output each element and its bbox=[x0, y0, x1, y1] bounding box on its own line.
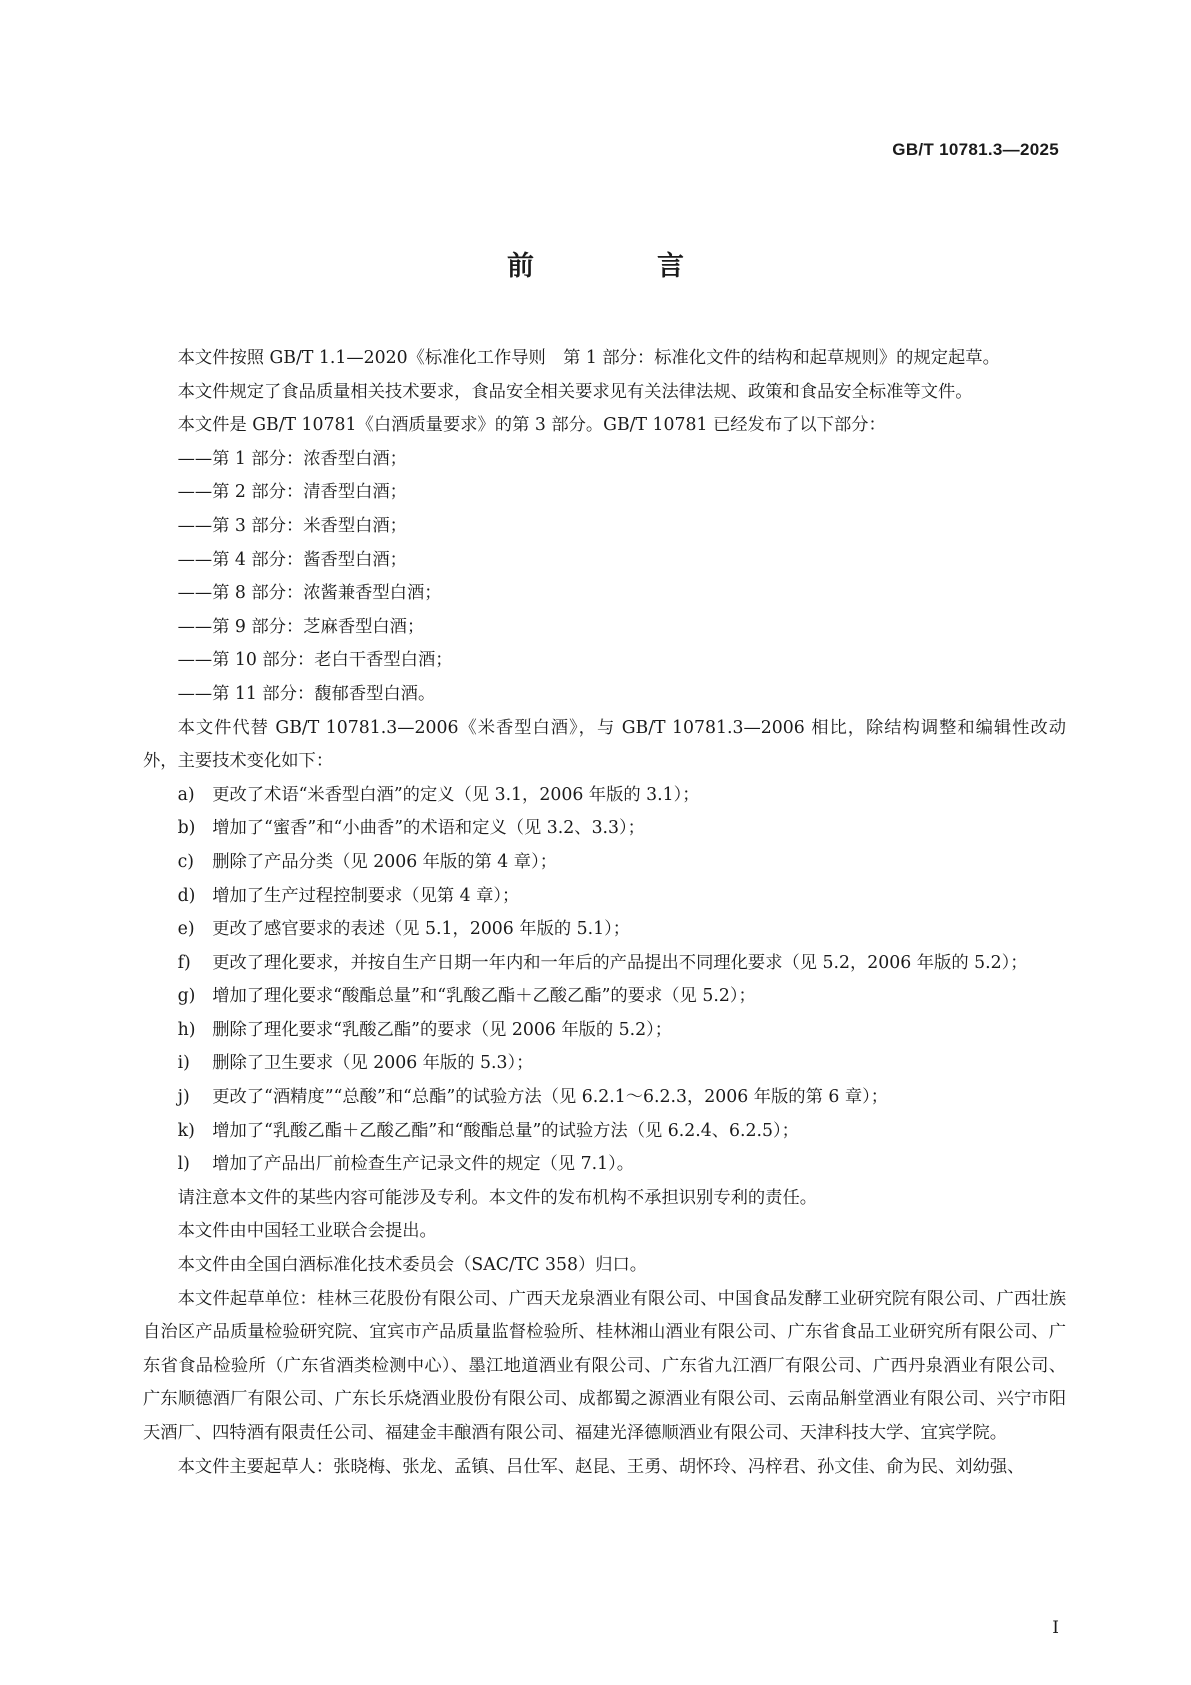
list-text: 更改了理化要求，并按自生产日期一年内和一年后的产品提出不同理化要求（见 5.2，2006 年版的 5.2）； bbox=[212, 952, 1028, 973]
list-marker: b) bbox=[177, 818, 196, 839]
standard-code: GB/T 10781.3—2025 bbox=[892, 140, 1059, 159]
list-item-part: ——第 10 部分：老白干香型白酒； bbox=[177, 650, 453, 671]
list-item-change bbox=[143, 1047, 1066, 1081]
list-text: 增加了“乳酸乙酯＋乙酸乙酯”和“酸酯总量”的试验方法（见 6.2.4、6.2.5）； bbox=[212, 1120, 799, 1141]
list-item-part: ——第 4 部分：酱香型白酒； bbox=[177, 549, 407, 570]
paragraph-drafters: 本文件主要起草人：张晓梅、张龙、孟镇、吕仕军、赵昆、王勇、胡怀玲、冯梓君、孙文佳、俞为民、刘幼强、 bbox=[177, 1456, 1025, 1477]
list-item-change bbox=[143, 1148, 1066, 1182]
list-marker: a) bbox=[177, 784, 195, 805]
list-marker: i) bbox=[177, 1053, 190, 1074]
list-marker: h) bbox=[177, 1019, 196, 1040]
list-item-part: ——第 2 部分：清香型白酒； bbox=[177, 482, 407, 503]
document-body bbox=[143, 342, 1066, 1484]
list-item-change bbox=[143, 980, 1066, 1014]
list-item-change bbox=[143, 1014, 1066, 1048]
list-text: 更改了感官要求的表述（见 5.1，2006 年版的 5.1）； bbox=[212, 919, 631, 940]
list-text: 增加了生产过程控制要求（见第 4 章）； bbox=[212, 885, 520, 906]
list-text: 增加了产品出厂前检查生产记录文件的规定（见 7.1）。 bbox=[212, 1154, 634, 1175]
list-text: 更改了“酒精度”“总酸”和“总酯”的试验方法（见 6.2.1～6.2.3，2006 年版的第 6 章）； bbox=[212, 1087, 889, 1108]
list-marker: d) bbox=[177, 885, 196, 906]
list-marker: k) bbox=[177, 1120, 195, 1141]
paragraph-series: 本文件是 GB/T 10781《白酒质量要求》的第 3 部分。GB/T 10781 已经发布了以下部分： bbox=[177, 415, 886, 436]
list-marker: g) bbox=[177, 986, 196, 1007]
list-text: 增加了“蜜香”和“小曲香”的术语和定义（见 3.2、3.3）； bbox=[212, 818, 645, 839]
list-item-part: ——第 9 部分：芝麻香型白酒； bbox=[177, 616, 425, 637]
paragraph-committee: 本文件由全国白酒标准化技术委员会（SAC/TC 358）归口。 bbox=[177, 1255, 648, 1276]
list-item-change bbox=[143, 947, 1066, 981]
paragraph-drafting-units: 本文件起草单位：桂林三花股份有限公司、广西天龙泉酒业有限公司、中国食品发酵工业研究院有限公司、广西壮族自治区产品质量检验研究院、宜宾市产品质量监督检验所、桂林湘山酒业有限公司、广东省食品工业研究所有限公司、广东省食品检验所（广东省酒类检测中心）、墨江地道酒业有限公司、广东省九江酒厂有限公司、广西丹泉酒业有限公司、广东顺德酒厂有限公司、广东长乐烧酒业股份有限公司、成都蜀之源酒业有限公司、云南品斛堂酒业有限公司、兴宁市阳天酒厂、四特酒有限责任公司、福建金丰酿酒有限公司、福建光泽德顺酒业有限公司、天津科技大学、宜宾学院。 bbox=[143, 1288, 1066, 1443]
paragraph-replacement: 本文件代替 GB/T 10781.3—2006《米香型白酒》，与 GB/T 10781.3—2006 相比，除结构调整和编辑性改动外，主要技术变化如下： bbox=[143, 717, 1066, 772]
paragraph-scope: 本文件规定了食品质量相关技术要求，食品安全相关要求见有关法律法规、政策和食品安全标准等文件。 bbox=[177, 381, 973, 402]
list-marker: f) bbox=[177, 952, 191, 973]
list-marker: l) bbox=[177, 1154, 190, 1175]
list-item-part: ——第 3 部分：米香型白酒； bbox=[177, 515, 407, 536]
list-item-change bbox=[143, 913, 1066, 947]
list-marker: j) bbox=[177, 1087, 190, 1108]
paragraph-proposer: 本文件由中国轻工业联合会提出。 bbox=[177, 1221, 437, 1242]
paragraph-patent-notice: 请注意本文件的某些内容可能涉及专利。本文件的发布机构不承担识别专利的责任。 bbox=[177, 1187, 818, 1208]
list-item-part: ——第 8 部分：浓酱兼香型白酒； bbox=[177, 583, 442, 604]
page-number: I bbox=[1052, 1618, 1059, 1638]
list-item-change bbox=[143, 1081, 1066, 1115]
list-item-change bbox=[143, 812, 1066, 846]
list-item-part: ——第 11 部分：馥郁香型白酒。 bbox=[177, 683, 436, 704]
list-text: 删除了卫生要求（见 2006 年版的 5.3）； bbox=[212, 1053, 534, 1074]
list-item-change bbox=[143, 1115, 1066, 1149]
list-item-change bbox=[143, 779, 1066, 813]
list-text: 删除了产品分类（见 2006 年版的第 4 章）； bbox=[212, 851, 557, 872]
list-marker: e) bbox=[177, 919, 195, 940]
page-title: 前 言 bbox=[507, 251, 732, 282]
list-item-part: ——第 1 部分：浓香型白酒； bbox=[177, 448, 407, 469]
list-text: 增加了理化要求“酸酯总量”和“乳酸乙酯＋乙酸乙酯”的要求（见 5.2）； bbox=[212, 986, 756, 1007]
list-text: 更改了术语“米香型白酒”的定义（见 3.1，2006 年版的 3.1）； bbox=[212, 784, 700, 805]
list-item-change bbox=[143, 880, 1066, 914]
list-item-change bbox=[143, 846, 1066, 880]
list-text: 删除了理化要求“乳酸乙酯”的要求（见 2006 年版的 5.2）； bbox=[212, 1019, 673, 1040]
paragraph-drafting-basis: 本文件按照 GB/T 1.1—2020《标准化工作导则 第 1 部分：标准化文件的结构和起草规则》的规定起草。 bbox=[177, 348, 1000, 368]
list-marker: c) bbox=[177, 851, 195, 872]
